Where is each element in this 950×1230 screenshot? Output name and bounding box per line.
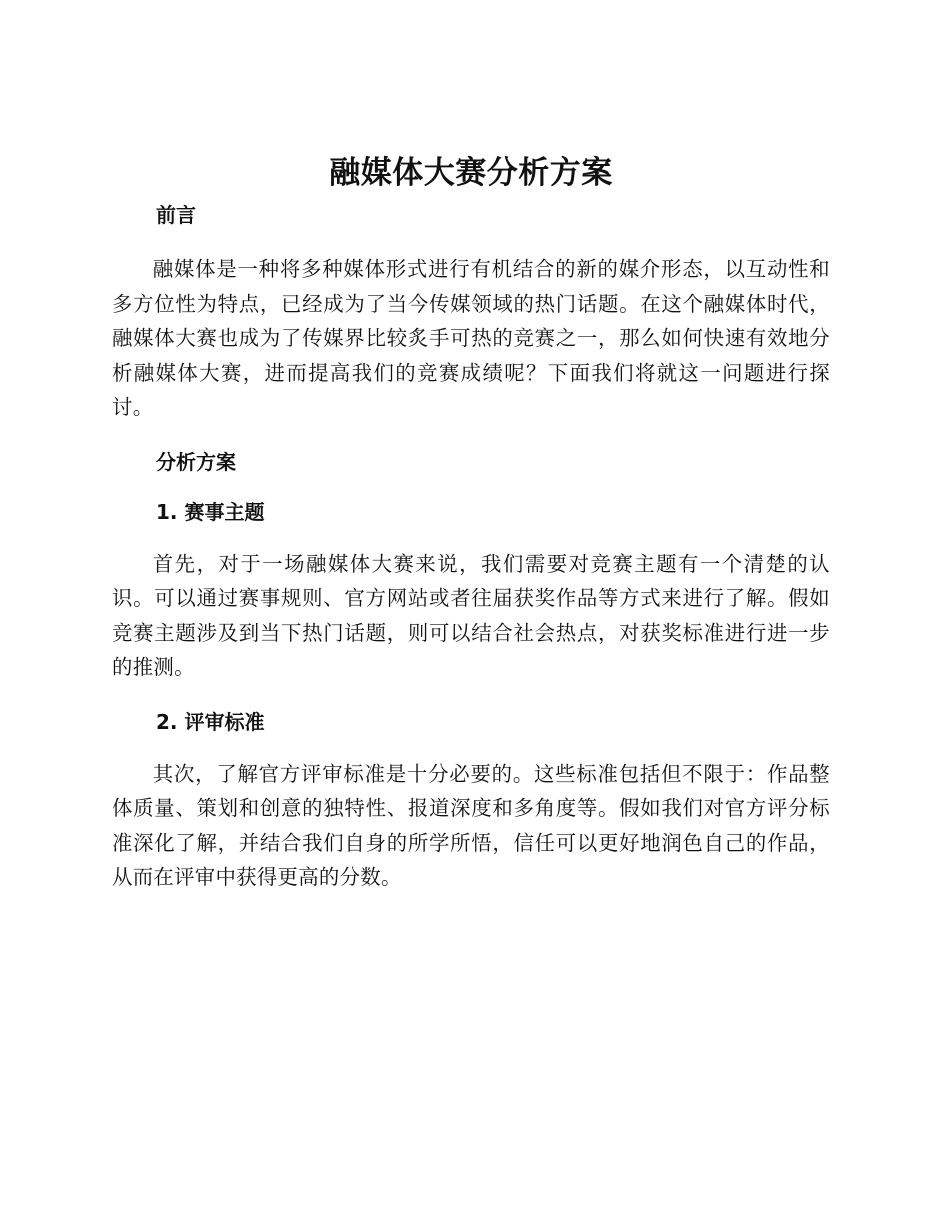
paragraph-judging-criteria: 其次，了解官方评审标准是十分必要的。这些标准包括但不限于：作品整体质量、策划和创意的独特性、报道深度和多角度等。假如我们对官方评分标准深化了解，并结合我们自身的所学所悟，信任可以更好地润色自己的作品，从而在评审中获得更高的分数。 [112,761,830,889]
subheading-event-theme: 1. 赛事主题 [156,499,265,524]
subheading-judging-criteria: 2. 评审标准 [156,709,265,734]
document-title: 融媒体大赛分析方案 [329,155,613,191]
paragraph-event-theme: 首先，对于一场融媒体大赛来说，我们需要对竞赛主题有一个清楚的认识。可以通过赛事规则、官方网站或者往届获奖作品等方式来进行了解。假如竞赛主题涉及到当下热门话题，则可以结合社会热点，对获奖标准进行进一步的推测。 [112,551,830,679]
paragraph-preface: 融媒体是一种将多种媒体形式进行有机结合的新的媒介形态，以互动性和多方位性为特点，已经成为了当今传媒领域的热门话题。在这个融媒体时代，融媒体大赛也成为了传媒界比较炙手可热的竞赛之一，那么如何快速有效地分析融媒体大赛，进而提高我们的竞赛成绩呢？下面我们将就这一问题进行探讨。 [112,257,830,419]
section-heading-analysis-plan: 分析方案 [156,449,236,474]
section-heading-preface: 前言 [156,203,196,227]
document-body [112,150,830,895]
